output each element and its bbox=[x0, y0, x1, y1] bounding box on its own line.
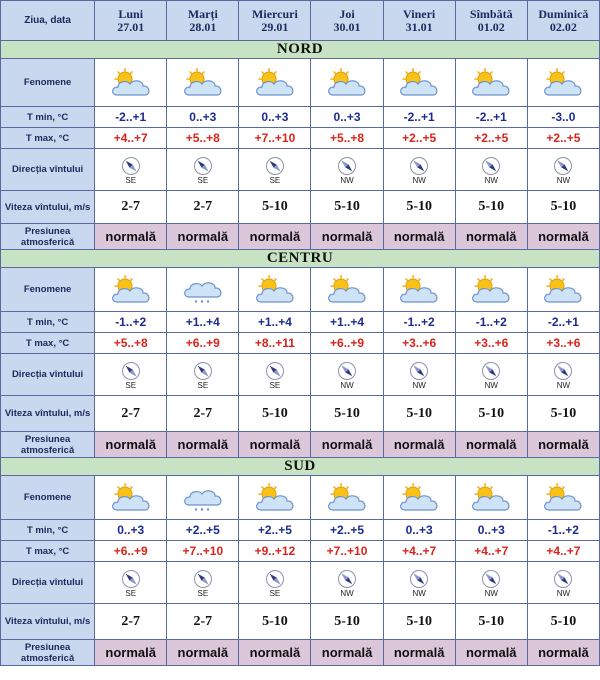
compass-arrow-icon bbox=[167, 156, 238, 176]
tmin-value: 0..+3 bbox=[455, 520, 527, 541]
tmin-value: -2..+1 bbox=[383, 107, 455, 128]
tmin-value: +2..+5 bbox=[167, 520, 239, 541]
phenomena-cell bbox=[95, 268, 167, 312]
day-name: Sîmbătă bbox=[469, 6, 513, 21]
wind-direction-label: SE bbox=[125, 175, 137, 185]
row-label: Fenomene bbox=[1, 59, 95, 107]
row-label: T max, °C bbox=[1, 128, 95, 149]
cloud-light-snow-icon bbox=[167, 275, 238, 305]
wind-direction-label: NW bbox=[412, 175, 426, 185]
day-name: Marți bbox=[187, 6, 218, 21]
wind-speed-value: 5-10 bbox=[311, 604, 383, 640]
header-label: Ziua, data bbox=[1, 1, 95, 41]
tmax-row bbox=[1, 333, 600, 354]
wind-direction-label: NW bbox=[556, 175, 571, 185]
wind-direction-cell bbox=[455, 562, 527, 604]
compass-arrow-icon bbox=[95, 361, 166, 381]
row-label: Fenomene bbox=[1, 476, 95, 520]
tmax-value: +6..+9 bbox=[311, 333, 383, 354]
tmin-value: -2..+1 bbox=[455, 107, 527, 128]
wind-direction-label: SE bbox=[269, 175, 281, 185]
pressure-value: normală bbox=[527, 224, 599, 250]
partly-cloudy-icon bbox=[528, 68, 599, 98]
pressure-value: normală bbox=[311, 640, 383, 666]
phenomena-cell bbox=[455, 59, 527, 107]
compass-arrow-icon bbox=[239, 156, 310, 176]
compass-arrow-icon bbox=[167, 361, 238, 381]
wind-direction-label: SE bbox=[197, 588, 209, 598]
compass-arrow-icon bbox=[528, 569, 599, 589]
wind-direction-label: NW bbox=[340, 175, 354, 185]
row-label: T min, °C bbox=[1, 520, 95, 541]
phenomena-cell bbox=[383, 268, 455, 312]
pressure-row bbox=[1, 224, 600, 250]
region-header-row bbox=[1, 41, 600, 59]
tmax-value: +2..+5 bbox=[383, 128, 455, 149]
compass-arrow-icon bbox=[528, 361, 599, 381]
wind-direction-label: SE bbox=[197, 175, 209, 185]
wind-direction-cell bbox=[311, 354, 383, 396]
day-header bbox=[527, 1, 599, 41]
compass-arrow-icon bbox=[167, 569, 238, 589]
wind-direction-cell bbox=[239, 354, 311, 396]
phenomena-row bbox=[1, 268, 600, 312]
day-date: 30.01 bbox=[333, 19, 361, 34]
partly-cloudy-icon bbox=[239, 483, 310, 513]
day-header bbox=[383, 1, 455, 41]
wind-direction-label: NW bbox=[556, 380, 571, 390]
phenomena-cell bbox=[527, 476, 599, 520]
wind-direction-row bbox=[1, 562, 600, 604]
pressure-value: normală bbox=[95, 224, 167, 250]
row-label: T max, °C bbox=[1, 541, 95, 562]
phenomena-cell bbox=[239, 476, 311, 520]
wind-direction-cell bbox=[95, 149, 167, 191]
tmin-value: +1..+4 bbox=[167, 312, 239, 333]
phenomena-cell bbox=[311, 268, 383, 312]
wind-speed-value: 5-10 bbox=[455, 604, 527, 640]
tmin-value: +2..+5 bbox=[311, 520, 383, 541]
wind-direction-cell bbox=[527, 354, 599, 396]
phenomena-cell bbox=[383, 476, 455, 520]
tmin-row bbox=[1, 520, 600, 541]
wind-speed-value: 5-10 bbox=[455, 396, 527, 432]
tmin-value: -2..+1 bbox=[95, 107, 167, 128]
wind-direction-label: NW bbox=[484, 588, 498, 598]
wind-direction-cell bbox=[95, 562, 167, 604]
row-label: Direcția vîntului bbox=[1, 354, 95, 396]
wind-direction-cell bbox=[167, 562, 239, 604]
row-label: Viteza vîntului, m/s bbox=[1, 604, 95, 640]
region-header-row bbox=[1, 250, 600, 268]
region-header-row bbox=[1, 458, 600, 476]
wind-direction-label: SE bbox=[197, 380, 209, 390]
partly-cloudy-icon bbox=[456, 68, 527, 98]
wind-speed-value: 5-10 bbox=[311, 396, 383, 432]
wind-direction-label: NW bbox=[412, 380, 426, 390]
wind-direction-cell bbox=[383, 354, 455, 396]
pressure-value: normală bbox=[95, 432, 167, 458]
tmax-value: +3..+6 bbox=[383, 333, 455, 354]
pressure-value: normală bbox=[455, 224, 527, 250]
phenomena-cell bbox=[167, 476, 239, 520]
day-date: 28.01 bbox=[189, 19, 217, 34]
phenomena-cell bbox=[311, 59, 383, 107]
tmax-value: +4..+7 bbox=[527, 541, 599, 562]
wind-direction-label: NW bbox=[484, 380, 498, 390]
wind-direction-label: NW bbox=[556, 588, 571, 598]
wind-direction-cell bbox=[167, 149, 239, 191]
row-label: Direcția vîntului bbox=[1, 149, 95, 191]
wind-direction-cell bbox=[311, 149, 383, 191]
wind-speed-value: 5-10 bbox=[239, 604, 311, 640]
phenomena-cell bbox=[239, 268, 311, 312]
tmin-value: -2..+1 bbox=[527, 312, 599, 333]
cloud-light-snow-icon bbox=[167, 483, 238, 513]
pressure-value: normală bbox=[167, 432, 239, 458]
partly-cloudy-icon bbox=[95, 68, 166, 98]
row-label: Presiunea atmosferică bbox=[1, 640, 95, 666]
wind-speed-value: 2-7 bbox=[167, 396, 239, 432]
compass-arrow-icon bbox=[456, 156, 527, 176]
tmin-value: -1..+2 bbox=[455, 312, 527, 333]
day-name: Miercuri bbox=[252, 6, 298, 21]
wind-direction-label: NW bbox=[484, 175, 498, 185]
tmin-value: -3..0 bbox=[527, 107, 599, 128]
wind-direction-cell bbox=[455, 354, 527, 396]
pressure-value: normală bbox=[239, 224, 311, 250]
row-label: Fenomene bbox=[1, 268, 95, 312]
partly-cloudy-icon bbox=[239, 68, 310, 98]
tmin-value: 0..+3 bbox=[95, 520, 167, 541]
partly-cloudy-icon bbox=[167, 68, 238, 98]
compass-arrow-icon bbox=[311, 156, 382, 176]
pressure-value: normală bbox=[239, 432, 311, 458]
tmin-value: 0..+3 bbox=[167, 107, 239, 128]
day-header bbox=[311, 1, 383, 41]
row-label: Direcția vîntului bbox=[1, 562, 95, 604]
row-label: T max, °C bbox=[1, 333, 95, 354]
tmax-value: +2..+5 bbox=[455, 128, 527, 149]
partly-cloudy-icon bbox=[311, 68, 382, 98]
tmax-value: +6..+9 bbox=[95, 541, 167, 562]
pressure-row bbox=[1, 640, 600, 666]
tmax-row bbox=[1, 128, 600, 149]
day-header bbox=[455, 1, 527, 41]
tmax-value: +3..+6 bbox=[527, 333, 599, 354]
tmax-value: +4..+7 bbox=[95, 128, 167, 149]
region-title: CENTRU bbox=[1, 250, 600, 268]
phenomena-row bbox=[1, 59, 600, 107]
region-title: SUD bbox=[1, 458, 600, 476]
compass-arrow-icon bbox=[311, 361, 382, 381]
wind-direction-cell bbox=[383, 562, 455, 604]
day-name: Luni bbox=[118, 6, 144, 21]
phenomena-cell bbox=[527, 59, 599, 107]
wind-speed-value: 2-7 bbox=[167, 604, 239, 640]
pressure-value: normală bbox=[383, 640, 455, 666]
wind-direction-label: NW bbox=[412, 588, 426, 598]
partly-cloudy-icon bbox=[456, 483, 527, 513]
wind-speed-value: 5-10 bbox=[527, 191, 599, 224]
phenomena-cell bbox=[239, 59, 311, 107]
compass-arrow-icon bbox=[95, 569, 166, 589]
phenomena-row bbox=[1, 476, 600, 520]
header-row bbox=[1, 1, 600, 41]
row-label: Presiunea atmosferică bbox=[1, 432, 95, 458]
pressure-value: normală bbox=[311, 432, 383, 458]
compass-arrow-icon bbox=[239, 361, 310, 381]
row-label: T min, °C bbox=[1, 107, 95, 128]
wind-speed-row bbox=[1, 604, 600, 640]
pressure-value: normală bbox=[95, 640, 167, 666]
phenomena-cell bbox=[95, 59, 167, 107]
pressure-value: normală bbox=[455, 432, 527, 458]
wind-direction-cell bbox=[95, 354, 167, 396]
pressure-value: normală bbox=[527, 640, 599, 666]
wind-speed-value: 5-10 bbox=[383, 396, 455, 432]
compass-arrow-icon bbox=[384, 156, 455, 176]
wind-speed-value: 5-10 bbox=[527, 604, 599, 640]
row-label: Viteza vîntului, m/s bbox=[1, 396, 95, 432]
tmax-value: +8..+11 bbox=[239, 333, 311, 354]
wind-direction-cell bbox=[167, 354, 239, 396]
phenomena-cell bbox=[383, 59, 455, 107]
day-header bbox=[95, 1, 167, 41]
tmax-value: +5..+8 bbox=[311, 128, 383, 149]
wind-direction-label: NW bbox=[340, 588, 354, 598]
compass-arrow-icon bbox=[384, 361, 455, 381]
phenomena-cell bbox=[527, 268, 599, 312]
wind-direction-label: NW bbox=[340, 380, 354, 390]
wind-speed-value: 2-7 bbox=[95, 191, 167, 224]
compass-arrow-icon bbox=[239, 569, 310, 589]
row-label: T min, °C bbox=[1, 312, 95, 333]
tmax-value: +4..+7 bbox=[383, 541, 455, 562]
day-header bbox=[167, 1, 239, 41]
pressure-value: normală bbox=[167, 224, 239, 250]
tmax-value: +6..+9 bbox=[167, 333, 239, 354]
wind-speed-value: 2-7 bbox=[95, 396, 167, 432]
day-name: Joi bbox=[339, 6, 355, 21]
wind-direction-cell bbox=[455, 149, 527, 191]
tmin-value: 0..+3 bbox=[311, 107, 383, 128]
tmax-value: +5..+8 bbox=[95, 333, 167, 354]
wind-speed-value: 5-10 bbox=[239, 396, 311, 432]
wind-direction-cell bbox=[239, 562, 311, 604]
pressure-value: normală bbox=[383, 432, 455, 458]
partly-cloudy-icon bbox=[384, 483, 455, 513]
tmin-value: +1..+4 bbox=[239, 312, 311, 333]
day-date: 02.02 bbox=[549, 19, 577, 34]
phenomena-cell bbox=[167, 268, 239, 312]
pressure-row bbox=[1, 432, 600, 458]
wind-speed-value: 2-7 bbox=[95, 604, 167, 640]
partly-cloudy-icon bbox=[528, 275, 599, 305]
tmax-value: +2..+5 bbox=[527, 128, 599, 149]
phenomena-cell bbox=[311, 476, 383, 520]
tmax-value: +7..+10 bbox=[239, 128, 311, 149]
wind-direction-row bbox=[1, 149, 600, 191]
tmax-value: +3..+6 bbox=[455, 333, 527, 354]
day-date: 31.01 bbox=[405, 19, 433, 34]
day-date: 27.01 bbox=[117, 19, 145, 34]
partly-cloudy-icon bbox=[311, 483, 382, 513]
wind-direction-cell bbox=[383, 149, 455, 191]
wind-speed-value: 2-7 bbox=[167, 191, 239, 224]
tmax-value: +4..+7 bbox=[455, 541, 527, 562]
pressure-value: normală bbox=[455, 640, 527, 666]
partly-cloudy-icon bbox=[239, 275, 310, 305]
wind-direction-label: SE bbox=[269, 380, 281, 390]
wind-direction-cell bbox=[239, 149, 311, 191]
day-header bbox=[239, 1, 311, 41]
tmin-value: -1..+2 bbox=[383, 312, 455, 333]
wind-speed-value: 5-10 bbox=[455, 191, 527, 224]
partly-cloudy-icon bbox=[456, 275, 527, 305]
wind-direction-label: SE bbox=[125, 588, 137, 598]
wind-speed-value: 5-10 bbox=[383, 604, 455, 640]
tmin-value: +1..+4 bbox=[311, 312, 383, 333]
tmax-value: +7..+10 bbox=[167, 541, 239, 562]
wind-speed-row bbox=[1, 396, 600, 432]
partly-cloudy-icon bbox=[95, 275, 166, 305]
compass-arrow-icon bbox=[95, 156, 166, 176]
phenomena-cell bbox=[455, 476, 527, 520]
tmin-value: +2..+5 bbox=[239, 520, 311, 541]
pressure-value: normală bbox=[311, 224, 383, 250]
pressure-value: normală bbox=[383, 224, 455, 250]
row-label: Viteza vîntului, m/s bbox=[1, 191, 95, 224]
partly-cloudy-icon bbox=[384, 275, 455, 305]
partly-cloudy-icon bbox=[528, 483, 599, 513]
tmax-value: +5..+8 bbox=[167, 128, 239, 149]
compass-arrow-icon bbox=[384, 569, 455, 589]
compass-arrow-icon bbox=[311, 569, 382, 589]
wind-speed-value: 5-10 bbox=[239, 191, 311, 224]
wind-direction-label: SE bbox=[269, 588, 281, 598]
pressure-value: normală bbox=[239, 640, 311, 666]
tmin-row bbox=[1, 312, 600, 333]
wind-direction-cell bbox=[527, 562, 599, 604]
tmin-value: 0..+3 bbox=[383, 520, 455, 541]
region-title: NORD bbox=[1, 41, 600, 59]
day-date: 29.01 bbox=[261, 19, 289, 34]
wind-direction-label: SE bbox=[125, 380, 137, 390]
compass-arrow-icon bbox=[456, 569, 527, 589]
wind-speed-value: 5-10 bbox=[527, 396, 599, 432]
day-name: Duminică bbox=[538, 6, 589, 21]
phenomena-cell bbox=[455, 268, 527, 312]
tmin-row bbox=[1, 107, 600, 128]
tmin-value: -1..+2 bbox=[527, 520, 599, 541]
partly-cloudy-icon bbox=[95, 483, 166, 513]
tmin-value: 0..+3 bbox=[239, 107, 311, 128]
pressure-value: normală bbox=[167, 640, 239, 666]
tmax-value: +9..+12 bbox=[239, 541, 311, 562]
wind-direction-cell bbox=[527, 149, 599, 191]
partly-cloudy-icon bbox=[311, 275, 382, 305]
wind-speed-row bbox=[1, 191, 600, 224]
tmax-row bbox=[1, 541, 600, 562]
day-name: Vineri bbox=[403, 6, 436, 21]
phenomena-cell bbox=[95, 476, 167, 520]
tmin-value: -1..+2 bbox=[95, 312, 167, 333]
wind-speed-value: 5-10 bbox=[383, 191, 455, 224]
pressure-value: normală bbox=[527, 432, 599, 458]
compass-arrow-icon bbox=[528, 156, 599, 176]
compass-arrow-icon bbox=[456, 361, 527, 381]
partly-cloudy-icon bbox=[384, 68, 455, 98]
day-date: 01.02 bbox=[477, 19, 505, 34]
wind-direction-row bbox=[1, 354, 600, 396]
wind-speed-value: 5-10 bbox=[311, 191, 383, 224]
wind-direction-cell bbox=[311, 562, 383, 604]
row-label: Presiunea atmosferică bbox=[1, 224, 95, 250]
phenomena-cell bbox=[167, 59, 239, 107]
tmax-value: +7..+10 bbox=[311, 541, 383, 562]
